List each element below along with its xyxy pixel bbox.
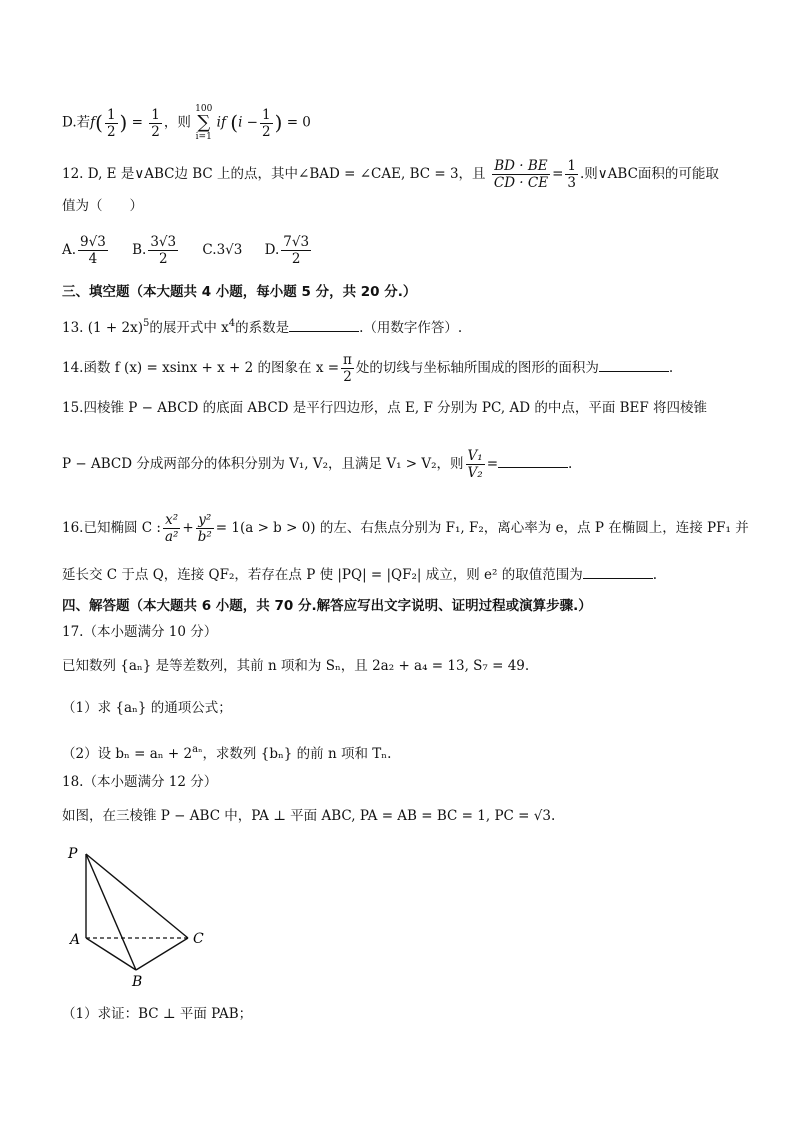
question-17-stem: 已知数列 {aₙ} 是等差数列，其前 n 项和为 Sₙ，且 2a₂ + a₄ = 13, S₇ = 49.	[62, 658, 530, 674]
question-17-head: 17.（本小题满分 10 分）	[62, 624, 218, 640]
question-18-part1: （1）求证：BC ⊥ 平面 PAB；	[62, 1006, 253, 1022]
question-12: 12. D, E 是∨ABC边 BC 上的点，其中∠BAD = ∠CAE, BC = 3，且 $\frac{BD \cdot BE}{CD \cdot CE}$ = $\frac{1}{3}$ .则∨ABC面积的可能取	[62, 158, 719, 191]
tetrahedron-figure	[60, 840, 220, 990]
section-3-heading: 三、填空题（本大题共 4 小题，每小题 5 分，共 20 分.）	[62, 284, 417, 300]
edge-pb	[86, 854, 136, 970]
option-a: A. $\frac{9√3}{4}$	[62, 234, 106, 267]
vertex-label-a: A	[70, 932, 81, 948]
question-17-part1: （1）求 {aₙ} 的通项公式；	[62, 700, 232, 716]
option-d: D. $\frac{7√3}{2}$	[264, 234, 310, 267]
question-18-head: 18.（本小题满分 12 分）	[62, 774, 218, 790]
fraction: $\frac{\text{x²}}{\text{a²}}$	[164, 512, 179, 545]
fraction: $\frac{1}{2}$	[262, 106, 271, 140]
section-4-heading: 四、解答题（本大题共 6 小题，共 70 分.解答应写出文字说明、证明过程或演算步骤.）	[62, 598, 592, 614]
fraction: $\frac{\text{V₁}}{\text{V₂}}$	[467, 448, 483, 481]
option-d-q11: D.若f( $\frac{1}{2}$ ) = $\frac{1}{2}$ ，则 100 ∑ i=1 if (i − $\frac{1}{2}$ ) = 0	[62, 104, 311, 142]
summation: 100 ∑ i=1	[195, 104, 213, 142]
question-12-line2: 值为（ ）	[62, 198, 143, 214]
question-12-options	[62, 234, 734, 267]
edge-pc	[86, 854, 188, 938]
vertex-label-b: B	[132, 974, 143, 990]
fraction: $\frac{1}{2}$	[106, 106, 116, 140]
question-13: 13. $(1 + 2x)^5$的展开式中 $x^4$的系数是 .（用数字作答）.	[62, 318, 463, 336]
question-15-line2: P − ABCD 分成两部分的体积分别为 V₁, V₂，且满足 V₁ > V₂，则 $\frac{\text{V₁}}{\text{V₂}}$ = .	[62, 448, 573, 481]
question-14: 14.函数 f (x) = xsinx + x + 2 的图象在 x = $\frac{\pi}{2}$ 处的切线与坐标轴所围成的图形的面积为 .	[62, 352, 674, 385]
edge-bc	[136, 938, 188, 970]
question-17-part2: （2）设 $b_n = a_n + 2^{a_n}$，求数列 {bₙ} 的前 n 项和 Tₙ.	[62, 744, 392, 762]
option-c: C.3√3	[202, 242, 243, 258]
answer-blank[interactable]	[289, 317, 359, 332]
question-18-stem: 如图，在三棱锥 P − ABC 中，PA ⊥ 平面 ABC, PA = AB = BC = 1, PC = √3.	[62, 808, 556, 824]
fraction: $\frac{\text{y²}}{\text{b²}}$	[197, 512, 212, 545]
answer-blank[interactable]	[498, 453, 568, 468]
vertex-label-p: P	[68, 846, 78, 862]
question-16: 16.已知椭圆 C : $\frac{\text{x²}}{\text{a²}}$ + $\frac{\text{y²}}{\text{b²}}$ = 1(a > b > 0) 的左、右焦点分别为 F₁, F₂，离心率为 e，点 P 在椭圆上，连接 PF₁ 并	[62, 512, 749, 545]
fraction: $\frac{\pi}{2}$	[343, 352, 352, 385]
answer-blank[interactable]	[583, 564, 653, 579]
fraction: $\frac{BD \cdot BE}{CD \cdot CE}$	[493, 158, 549, 191]
fraction: $\frac{1}{3}$	[567, 158, 576, 191]
answer-blank[interactable]	[599, 357, 669, 372]
vertex-label-c: C	[193, 931, 204, 947]
fraction: $\frac{1}{2}$	[151, 106, 160, 140]
question-15: 15.四棱锥 P − ABCD 的底面 ABCD 是平行四边形，点 E, F 分别为 PC, AD 的中点，平面 BEF 将四棱锥	[62, 400, 708, 416]
question-16-line2: 延长交 C 于点 Q，连接 QF₂，若存在点 P 使 |PQ| = |QF₂| 成立，则 e² 的取值范围为 .	[62, 564, 734, 585]
option-b: B. $\frac{3√3}{2}$	[132, 234, 177, 267]
